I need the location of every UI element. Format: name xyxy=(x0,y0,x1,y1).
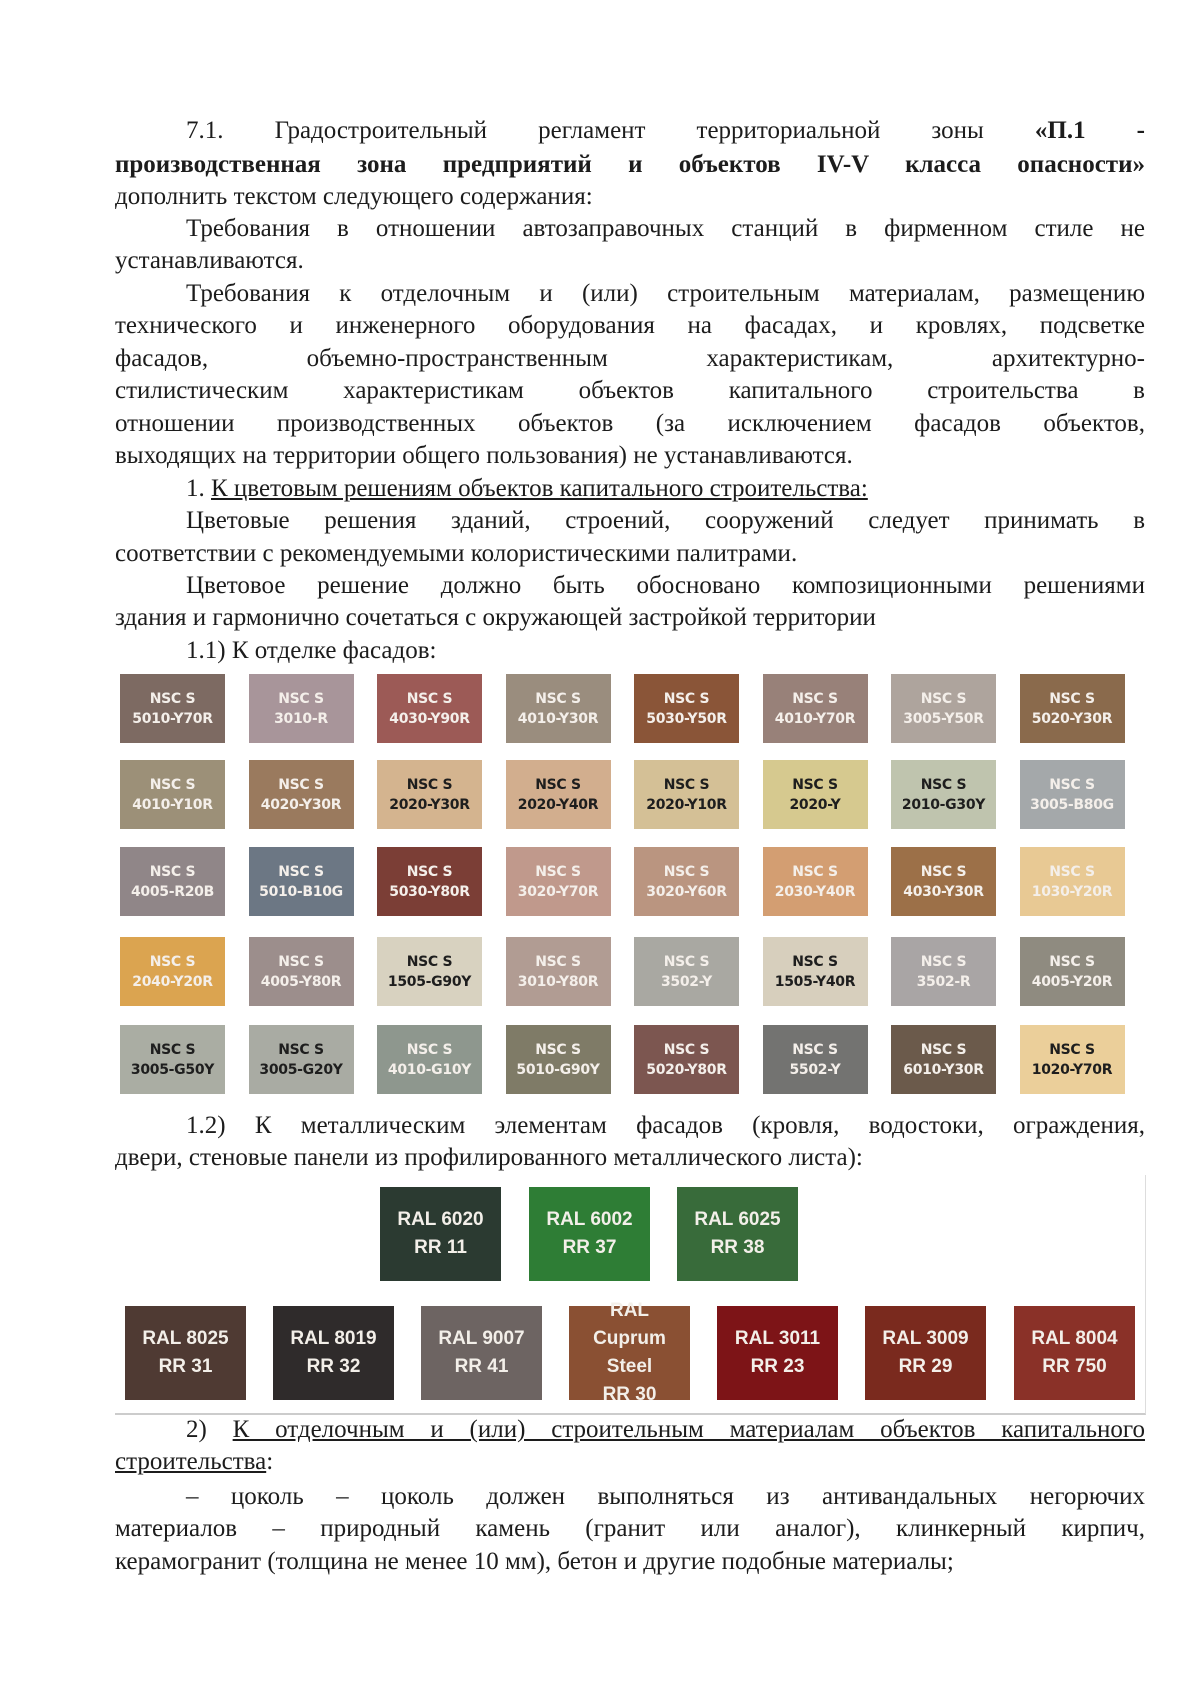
text-line: 1.2) К металлическим элементам фасадов (кровля, водостоки, ограждения, xyxy=(186,1112,1145,1139)
colon: : xyxy=(266,1448,274,1475)
swatch-prefix: NSC S xyxy=(535,690,581,707)
swatch-label: RR 32 xyxy=(306,1356,361,1377)
color-swatch xyxy=(1020,847,1125,916)
swatch-code: 2030-Y40R xyxy=(774,883,856,900)
color-swatch xyxy=(249,847,354,916)
section-heading xyxy=(186,1414,1145,1446)
swatch-prefix: NSC S xyxy=(406,776,453,793)
color-swatch xyxy=(506,674,611,743)
ral-swatch xyxy=(865,1306,986,1400)
color-swatch xyxy=(506,1025,611,1094)
color-swatch xyxy=(891,760,996,829)
color-swatch xyxy=(1020,760,1125,829)
color-swatch xyxy=(249,937,354,1006)
ral-swatch xyxy=(717,1306,838,1400)
text-line: отношении производственных объектов (за исключением фасадов объектов, xyxy=(115,410,1145,437)
text-segment: 7.1. Градостроительный регламент территориальной зоны xyxy=(186,117,1035,144)
swatch-code: 1505-Y40R xyxy=(774,973,856,990)
color-swatch xyxy=(891,1025,996,1094)
swatch-label: Cuprum Steel xyxy=(593,1328,666,1377)
text-line: двери, стеновые панели из профилированного металлического листа): xyxy=(115,1144,863,1171)
color-swatch xyxy=(506,760,611,829)
swatch-code: 4010-Y70R xyxy=(774,710,856,727)
swatch-code: 2020-Y40R xyxy=(517,796,599,813)
text-line: соответствии с рекомендуемыми колористическими палитрами. xyxy=(115,540,798,567)
swatch-prefix: NSC S xyxy=(1049,690,1095,707)
swatch-code: 5030-Y50R xyxy=(646,710,727,727)
swatch-label: RAL 3011 xyxy=(734,1328,821,1349)
swatch-code: 4020-Y30R xyxy=(260,796,342,813)
swatch-prefix: NSC S xyxy=(1049,863,1095,880)
swatch-code: 3020-Y70R xyxy=(517,883,599,900)
section-title-cont xyxy=(115,1446,1145,1478)
color-swatch xyxy=(1020,674,1125,743)
swatch-code: 4010-Y30R xyxy=(517,710,599,727)
text-line: материалов – природный камень (гранит или аналог), клинкерный кирпич, xyxy=(115,1515,1145,1542)
swatch-prefix: NSC S xyxy=(278,953,324,970)
swatch-prefix: NSC S xyxy=(535,1041,581,1058)
swatch-prefix: NSC S xyxy=(149,863,196,880)
swatch-prefix: NSC S xyxy=(1049,953,1095,970)
swatch-prefix: NSC S xyxy=(149,776,196,793)
swatch-code: 5030-Y80R xyxy=(389,883,470,900)
color-swatch xyxy=(120,760,225,829)
color-swatch xyxy=(891,937,996,1006)
swatch-prefix: NSC S xyxy=(920,776,967,793)
swatch-code: 2010-G30Y xyxy=(901,796,986,813)
text-line: устанавливаются. xyxy=(115,247,304,274)
swatch-prefix: NSC S xyxy=(406,1041,453,1058)
ral-swatch xyxy=(421,1306,542,1400)
swatch-prefix: NSC S xyxy=(792,776,838,793)
swatch-prefix: NSC S xyxy=(1049,776,1095,793)
swatch-code: 4005-Y80R xyxy=(260,973,342,990)
swatch-label: RAL 9007 xyxy=(438,1328,525,1349)
text-line: выходящих на территории общего пользования) не устанавливаются. xyxy=(115,442,853,469)
swatch-prefix: NSC S xyxy=(920,863,967,880)
swatch-prefix: NSC S xyxy=(663,690,710,707)
text-line: Требования к отделочным и (или) строительным материалам, размещению xyxy=(186,280,1145,307)
swatch-code: 4010-Y10R xyxy=(132,796,213,813)
text-line: – цоколь – цоколь должен выполняться из антивандальных негорючих xyxy=(186,1483,1145,1510)
swatch-label: RR 31 xyxy=(158,1356,213,1377)
color-swatch xyxy=(763,847,868,916)
color-swatch xyxy=(763,674,868,743)
swatch-prefix: NSC S xyxy=(278,690,324,707)
section-heading xyxy=(186,473,1145,505)
swatch-label: RR 29 xyxy=(898,1356,953,1377)
swatch-code: 2020-Y10R xyxy=(646,796,727,813)
swatch-code: 3502-Y xyxy=(660,973,713,990)
swatch-label: RAL xyxy=(609,1300,650,1321)
swatch-prefix: NSC S xyxy=(920,690,967,707)
color-swatch xyxy=(891,847,996,916)
color-swatch xyxy=(763,760,868,829)
section-number: 2) xyxy=(186,1416,233,1443)
text-line: Требования в отношении автозаправочных станций в фирменном стиле не xyxy=(186,215,1145,242)
text-line: дополнить текстом следующего содержания: xyxy=(115,183,593,210)
swatch-prefix: NSC S xyxy=(149,1041,196,1058)
text-line: Цветовое решение должно быть обосновано композиционными решениями xyxy=(186,572,1145,599)
quote-close: » xyxy=(1132,151,1145,178)
color-swatch xyxy=(634,674,739,743)
swatch-label: RAL 3009 xyxy=(882,1328,969,1349)
color-swatch xyxy=(120,847,225,916)
swatch-prefix: NSC S xyxy=(406,690,453,707)
swatch-label: RR 38 xyxy=(710,1237,765,1258)
ral-swatch xyxy=(380,1187,501,1281)
swatch-label: RR 37 xyxy=(562,1237,617,1258)
text-line: технического и инженерного оборудования на фасадах, и кровлях, подсветке xyxy=(115,312,1145,339)
swatch-code: 4030-Y90R xyxy=(389,710,470,727)
swatch-prefix: NSC S xyxy=(406,953,453,970)
swatch-prefix: NSC S xyxy=(792,690,838,707)
zone-code: «П.1 - xyxy=(1034,117,1145,144)
swatch-code: 1030-Y20R xyxy=(1031,883,1113,900)
color-swatch xyxy=(763,1025,868,1094)
swatch-code: 2020-Y xyxy=(789,796,841,813)
swatch-code: 4010-G10Y xyxy=(387,1061,472,1078)
color-swatch xyxy=(634,937,739,1006)
color-swatch xyxy=(634,1025,739,1094)
ral-swatch xyxy=(529,1187,650,1281)
color-swatch xyxy=(377,847,482,916)
text-line: керамогранит (толщина не менее 10 мм), бетон и другие подобные материалы; xyxy=(115,1548,954,1575)
swatch-prefix: NSC S xyxy=(920,953,967,970)
swatch-prefix: NSC S xyxy=(792,1041,838,1058)
swatch-code: 4030-Y30R xyxy=(903,883,984,900)
ral-swatch xyxy=(125,1306,246,1400)
swatch-prefix: NSC S xyxy=(278,863,324,880)
swatch-prefix: NSC S xyxy=(792,953,838,970)
zone-title-line xyxy=(115,149,1145,181)
swatch-code: 3005-Y50R xyxy=(903,710,984,727)
swatch-code: 3005-B80G xyxy=(1030,796,1114,813)
swatch-label: RAL 8019 xyxy=(290,1328,377,1349)
color-swatch xyxy=(377,674,482,743)
color-swatch xyxy=(506,937,611,1006)
swatch-code: 3020-Y60R xyxy=(646,883,727,900)
color-swatch xyxy=(249,1025,354,1094)
swatch-prefix: NSC S xyxy=(535,953,581,970)
section-title: строительства xyxy=(115,1448,267,1475)
swatch-code: 5502-Y xyxy=(789,1061,841,1078)
zone-title: производственная зона предприятий и объектов IV-V класса опасности xyxy=(115,151,1133,178)
swatch-code: 4005-Y20R xyxy=(1031,973,1113,990)
swatch-code: 1505-G90Y xyxy=(387,973,472,990)
swatch-code: 5010-Y70R xyxy=(132,710,213,727)
swatch-code: 2040-Y20R xyxy=(132,973,213,990)
text-line: стилистическим характеристикам объектов капитального строительства в xyxy=(115,377,1145,404)
ral-swatch xyxy=(569,1300,690,1405)
swatch-code: 6010-Y30R xyxy=(903,1061,984,1078)
swatch-prefix: NSC S xyxy=(535,863,581,880)
swatch-prefix: NSC S xyxy=(406,863,453,880)
swatch-label: RR 23 xyxy=(750,1356,805,1377)
swatch-prefix: NSC S xyxy=(792,863,838,880)
swatch-code: 5010-G90Y xyxy=(516,1061,600,1078)
swatch-label: RAL 6002 xyxy=(546,1209,633,1230)
swatch-prefix: NSC S xyxy=(663,1041,710,1058)
swatch-label: RR 11 xyxy=(414,1237,467,1258)
swatch-code: 3005-G20Y xyxy=(259,1061,343,1078)
color-swatch xyxy=(377,760,482,829)
color-swatch xyxy=(249,674,354,743)
swatch-code: 3010-R xyxy=(274,710,328,727)
color-swatch xyxy=(249,760,354,829)
swatch-label: RAL 8004 xyxy=(1031,1328,1118,1349)
swatch-label: RAL 6025 xyxy=(694,1209,781,1230)
section-title: К цветовым решениям объектов капитального строительства: xyxy=(211,475,868,502)
ral-swatch xyxy=(677,1187,798,1281)
swatch-prefix: NSC S xyxy=(663,953,710,970)
swatch-prefix: NSC S xyxy=(278,1041,324,1058)
color-swatch xyxy=(377,937,482,1006)
text-line: Цветовые решения зданий, строений, сооружений следует принимать в xyxy=(186,507,1145,534)
swatch-code: 3010-Y80R xyxy=(517,973,599,990)
swatch-prefix: NSC S xyxy=(1049,1041,1095,1058)
swatch-prefix: NSC S xyxy=(535,776,581,793)
swatch-label: RR 41 xyxy=(454,1356,509,1377)
color-swatch xyxy=(120,674,225,743)
swatch-label: RAL 8025 xyxy=(142,1328,229,1349)
swatch-prefix: NSC S xyxy=(663,776,710,793)
ral-swatch xyxy=(273,1306,394,1400)
swatch-code: 5020-Y80R xyxy=(646,1061,727,1078)
color-swatch xyxy=(634,847,739,916)
color-swatch xyxy=(891,674,996,743)
color-swatch xyxy=(506,847,611,916)
swatch-code: 1020-Y70R xyxy=(1031,1061,1113,1078)
swatch-label: RR 750 xyxy=(1042,1356,1107,1377)
section-number: 1. xyxy=(186,475,211,502)
swatch-code: 2020-Y30R xyxy=(389,796,470,813)
color-swatch xyxy=(120,1025,225,1094)
subsection-heading: 1.1) К отделке фасадов: xyxy=(186,637,437,664)
swatch-prefix: NSC S xyxy=(920,1041,967,1058)
swatch-prefix: NSC S xyxy=(149,690,196,707)
swatch-code: 3502-R xyxy=(916,973,971,990)
swatch-code: 5020-Y30R xyxy=(1031,710,1113,727)
color-swatch xyxy=(634,760,739,829)
swatch-code: 4005-R20B xyxy=(130,883,214,900)
text-line: здания и гармонично сочетаться с окружающей застройкой территории xyxy=(115,604,876,631)
swatch-label: RAL 6020 xyxy=(397,1209,484,1230)
text-line xyxy=(186,115,1145,147)
swatch-code: 3005-G50Y xyxy=(130,1061,215,1078)
swatch-prefix: NSC S xyxy=(278,776,324,793)
swatch-label: RR 30 xyxy=(602,1384,657,1405)
color-swatch xyxy=(377,1025,482,1094)
swatch-prefix: NSC S xyxy=(663,863,710,880)
section-title: К отделочным и (или) строительным материалам объектов капитального xyxy=(232,1416,1145,1443)
color-swatch xyxy=(1020,937,1125,1006)
ral-swatch xyxy=(1014,1306,1135,1400)
color-swatch xyxy=(763,937,868,1006)
text-line: фасадов, объемно-пространственным характеристикам, архитектурно- xyxy=(115,345,1145,372)
swatch-prefix: NSC S xyxy=(149,953,196,970)
swatch-code: 5010-B10G xyxy=(259,883,343,900)
color-swatch xyxy=(120,937,225,1006)
color-swatch xyxy=(1020,1025,1125,1094)
